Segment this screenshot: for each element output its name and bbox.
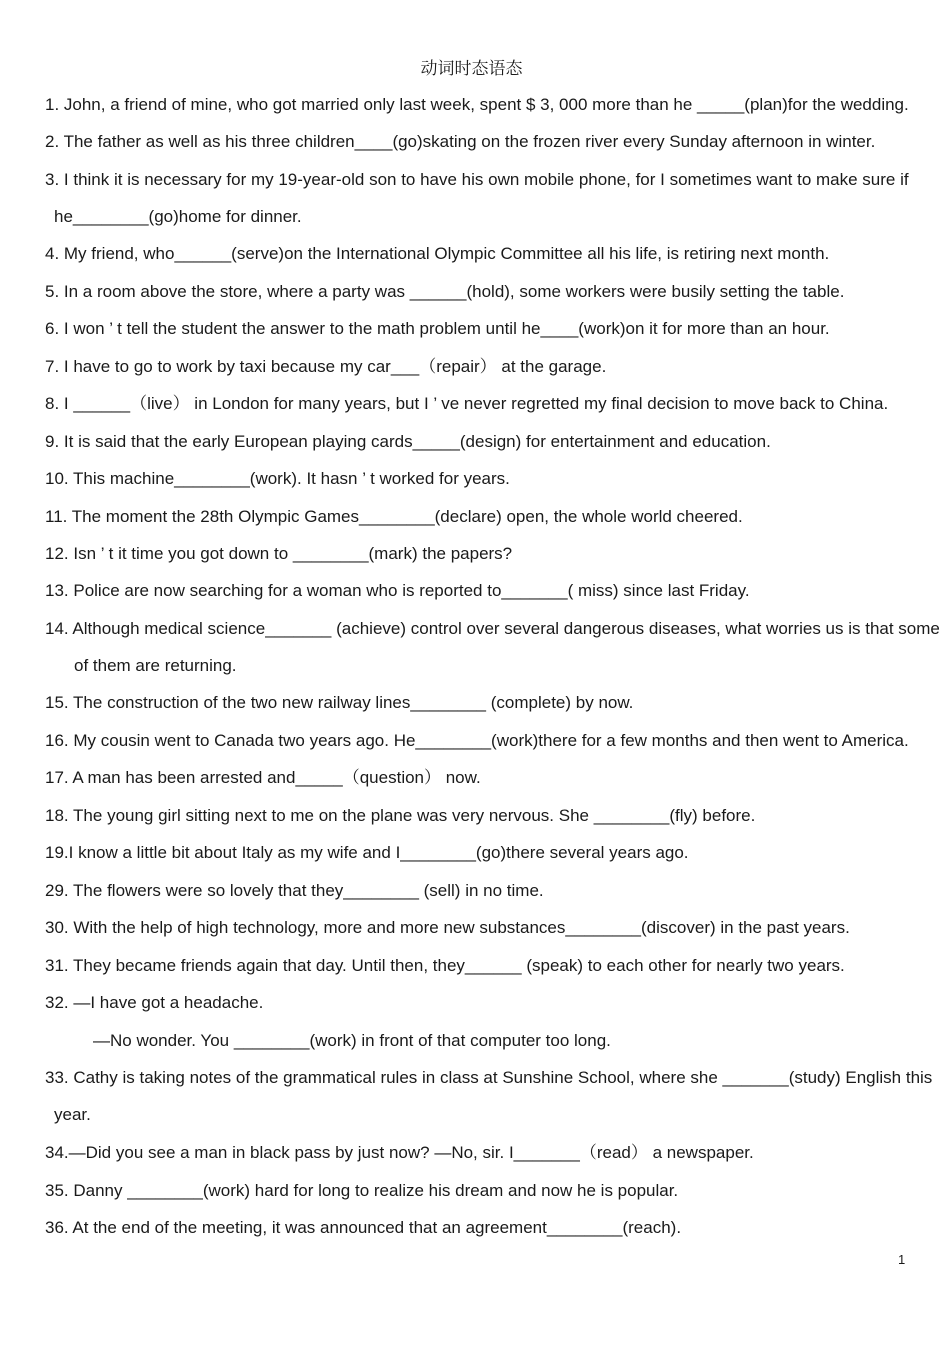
exercise-line: 34.—Did you see a man in black pass by just now? —No, sir. I_______（read） a newspaper. bbox=[45, 1143, 754, 1162]
exercise-line: 17. A man has been arrested and_____（question） now. bbox=[45, 768, 481, 787]
exercise-line: —No wonder. You ________(work) in front of that computer too long. bbox=[93, 1031, 611, 1050]
exercise-line: he________(go)home for dinner. bbox=[54, 207, 302, 226]
exercise-line: 10. This machine________(work). It hasn ’ t worked for years. bbox=[45, 469, 510, 488]
exercise-line: 6. I won ’ t tell the student the answer to the math problem until he____(work)on it for more than an hour. bbox=[45, 319, 830, 338]
exercise-line: 32. —I have got a headache. bbox=[45, 993, 264, 1012]
exercise-line: 19.I know a little bit about Italy as my wife and I________(go)there several years ago. bbox=[45, 843, 689, 862]
exercise-line: 18. The young girl sitting next to me on the plane was very nervous. She ________(fly) before. bbox=[45, 806, 756, 825]
exercise-line: year. bbox=[54, 1105, 91, 1124]
exercise-line: 3. I think it is necessary for my 19-year-old son to have his own mobile phone, for I sometimes want to make sure if bbox=[45, 170, 909, 189]
exercise-line: 29. The flowers were so lovely that they________ (sell) in no time. bbox=[45, 881, 544, 900]
exercise-line: 12. Isn ’ t it time you got down to ________(mark) the papers? bbox=[45, 544, 513, 563]
exercise-line: 31. They became friends again that day. Until then, they______ (speak) to each other for nearly two years. bbox=[45, 956, 845, 975]
exercise-line: 4. My friend, who______(serve)on the International Olympic Committee all his life, is retiring next month. bbox=[45, 244, 830, 263]
exercise-line: 5. In a room above the store, where a party was ______(hold), some workers were busily setting the table. bbox=[45, 282, 845, 301]
page-title: 动词时态语态 bbox=[420, 59, 523, 79]
exercise-line: 16. My cousin went to Canada two years ago. He________(work)there for a few months and then went to America. bbox=[45, 731, 909, 750]
exercise-line: 7. I have to go to work by taxi because my car___（repair） at the garage. bbox=[45, 357, 607, 376]
exercise-line: 36. At the end of the meeting, it was announced that an agreement________(reach). bbox=[45, 1218, 682, 1237]
exercise-line: 35. Danny ________(work) hard for long to realize his dream and now he is popular. bbox=[45, 1181, 679, 1200]
page-number: 1 bbox=[898, 1252, 906, 1267]
exercise-line: 14. Although medical science_______ (achieve) control over several dangerous diseases, what worries us is that some bbox=[45, 619, 940, 638]
exercise-line: 8. I ______（live） in London for many years, but I ’ ve never regretted my final decision to move back to China. bbox=[45, 394, 889, 413]
exercise-line: 33. Cathy is taking notes of the grammatical rules in class at Sunshine School, where she _______(study) English this bbox=[45, 1068, 933, 1087]
exercise-line: 13. Police are now searching for a woman who is reported to_______( miss) since last Friday. bbox=[45, 581, 750, 600]
exercise-line: 2. The father as well as his three children____(go)skating on the frozen river every Sunday afternoon in winter. bbox=[45, 132, 876, 151]
exercise-line: 1. John, a friend of mine, who got married only last week, spent $ 3, 000 more than he _____(plan)for the wedding. bbox=[45, 95, 909, 114]
exercise-line: 9. It is said that the early European playing cards_____(design) for entertainment and education. bbox=[45, 432, 771, 451]
exercise-line: 30. With the help of high technology, more and more new substances________(discover) in the past years. bbox=[45, 918, 850, 937]
exercise-line: 15. The construction of the two new railway lines________ (complete) by now. bbox=[45, 693, 634, 712]
exercise-line: of them are returning. bbox=[74, 656, 237, 675]
exercise-line: 11. The moment the 28th Olympic Games________(declare) open, the whole world cheered. bbox=[45, 507, 743, 526]
